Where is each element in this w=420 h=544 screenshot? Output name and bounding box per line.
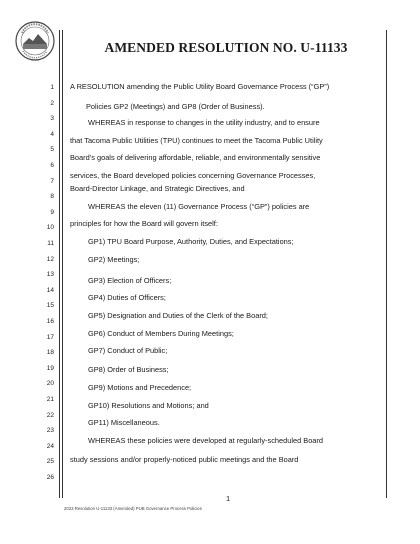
line-text: GP2) Meetings; [88, 254, 140, 264]
line-text: principles for how the Board will govern itself: [70, 219, 218, 229]
line-number: 15 [46, 302, 54, 310]
line-text: GP8) Order of Business; [88, 365, 169, 375]
line-text: GP6) Conduct of Members During Meetings; [88, 328, 234, 338]
line-text: services, the Board developed policies concerning Governance Processes, [70, 171, 316, 180]
line-text: GP7) Conduct of Public; [88, 346, 168, 356]
line-number: 19 [46, 364, 54, 372]
line-number: 22 [46, 411, 54, 419]
line-number: 13 [46, 271, 54, 279]
line-number: 17 [46, 333, 54, 341]
document-footer: 2023 Resolution U-11133 (Amended) PUB Governance Process Policies [64, 506, 202, 511]
line-text: GP10) Resolutions and Motions; and [88, 400, 209, 410]
left-margin-rule [59, 30, 60, 498]
line-number: 20 [46, 380, 54, 388]
line-text: WHEREAS these policies were developed at regularly-scheduled Board [88, 435, 323, 445]
line-text: GP9) Motions and Precedence; [88, 383, 192, 392]
line-number: 12 [46, 255, 54, 263]
line-number: 6 [50, 162, 54, 169]
line-number: 8 [50, 193, 54, 201]
line-number: 14 [46, 286, 54, 294]
line-text: study sessions and/or properly-noticed public meetings and the Board [70, 455, 299, 464]
line-number: 2 [50, 99, 54, 107]
line-number: 3 [50, 115, 54, 123]
city-seal-icon [14, 20, 56, 62]
line-number: 5 [50, 146, 54, 154]
line-text: GP1) TPU Board Purpose, Authority, Duties, and Expectations; [88, 237, 294, 246]
line-text: that Tacoma Public Utilities (TPU) continues to meet the Tacoma Public Utility [70, 135, 323, 145]
line-number: 24 [46, 442, 54, 450]
line-text: Board-Director Linkage, and Strategic Directives, and [70, 184, 245, 194]
line-text: GP11) Miscellaneous. [88, 418, 160, 428]
line-number: 21 [46, 396, 54, 403]
line-number: 26 [46, 474, 54, 481]
line-number: 1 [50, 84, 54, 91]
left-margin-rule-inner [62, 30, 63, 498]
line-number: 4 [50, 130, 54, 138]
line-number: 16 [46, 318, 54, 325]
line-number: 9 [50, 208, 54, 216]
document-title: AMENDED RESOLUTION NO. U-11133 [104, 40, 348, 55]
page-number: 1 [226, 494, 231, 503]
line-text: Policies GP2 (Meetings) and GP8 (Order of Business). [86, 101, 265, 111]
line-number: 10 [46, 224, 54, 232]
line-number: 18 [46, 349, 54, 357]
line-text: WHEREAS in response to changes in the utility industry, and to ensure [88, 118, 320, 128]
right-margin-rule [386, 30, 387, 498]
line-number: 25 [46, 458, 54, 466]
line-text: A RESOLUTION amending the Public Utility Board Governance Process (“GP”) [70, 82, 330, 91]
line-text: Board’s goals of delivering affordable, reliable, and environmentally sensitive [70, 153, 321, 163]
line-number: 7 [50, 177, 54, 185]
line-number: 23 [46, 427, 54, 435]
line-text: GP3) Election of Officers; [88, 275, 172, 285]
line-text: WHEREAS the eleven (11) Governance Process (“GP”) policies are [88, 201, 310, 211]
line-text: GP5) Designation and Duties of the Clerk of the Board; [88, 311, 268, 320]
line-text: GP4) Duties of Officers; [88, 293, 166, 303]
line-number: 11 [47, 240, 54, 247]
